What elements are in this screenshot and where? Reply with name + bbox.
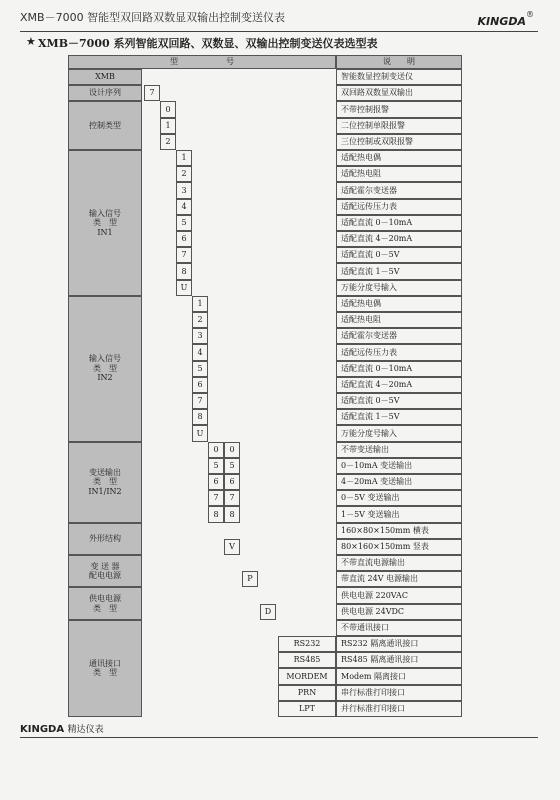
header-desc: 说 明 [336, 55, 462, 69]
code-cell: V [224, 539, 240, 555]
row-desc: 不带通讯接口 [336, 620, 462, 636]
row-label: XMB [68, 69, 142, 85]
row-label: 变 送 器 配电电源 [68, 555, 142, 587]
row-desc: 供电电源 220VAC [336, 587, 462, 603]
code-cell: U [176, 280, 192, 296]
row-label: 变送输出 类 型 IN1/IN2 [68, 442, 142, 523]
code-cell: 1 [176, 150, 192, 166]
code-cell: MORDEM [278, 668, 336, 684]
row-desc: 万能分度号输入 [336, 425, 462, 441]
row-desc: 串行标准打印接口 [336, 685, 462, 701]
row-desc: 不带直流电源输出 [336, 555, 462, 571]
brand-logo: KINGDA [477, 15, 526, 28]
row-desc: 0－5V 变送输出 [336, 490, 462, 506]
code-cell: 0 [224, 442, 240, 458]
row-label: 通讯接口 类 型 [68, 620, 142, 717]
row-desc: 适配直流 0－5V [336, 393, 462, 409]
header-rule [20, 31, 538, 32]
code-cell: 2 [160, 134, 176, 150]
row-desc: RS485 隔离通讯接口 [336, 652, 462, 668]
code-cell: 4 [176, 199, 192, 215]
code-cell: 2 [192, 312, 208, 328]
code-cell: 8 [176, 263, 192, 279]
row-desc: 不带变送输出 [336, 442, 462, 458]
row-desc: 适配远传压力表 [336, 344, 462, 360]
code-cell: 6 [176, 231, 192, 247]
table-title: XMB－7000 系列智能双回路、双数显、双输出控制变送仪表选型表 [38, 37, 378, 50]
row-desc: 1－5V 变送输出 [336, 506, 462, 522]
row-label: 外形结构 [68, 523, 142, 555]
code-cell: 7 [208, 490, 224, 506]
row-desc: 双回路双数显双输出 [336, 85, 462, 101]
header-title: XMB－7000 智能型双回路双数显双输出控制变送仪表 [20, 11, 286, 24]
row-desc: 适配热电阻 [336, 166, 462, 182]
code-cell: 4 [192, 344, 208, 360]
row-desc: 80×160×150mm 竖表 [336, 539, 462, 555]
code-cell: 8 [192, 409, 208, 425]
code-cell: 5 [192, 361, 208, 377]
row-label: 设计序列 [68, 85, 142, 101]
code-cell: 0 [160, 101, 176, 117]
code-cell: 5 [208, 458, 224, 474]
row-desc: 160×80×150mm 横表 [336, 523, 462, 539]
row-label: 输入信号 类 型 IN1 [68, 150, 142, 296]
code-cell: 7 [224, 490, 240, 506]
code-cell: 6 [224, 474, 240, 490]
row-desc: 4－20mA 变送输出 [336, 474, 462, 490]
code-cell: LPT [278, 701, 336, 717]
code-cell: 7 [192, 393, 208, 409]
code-cell: 3 [176, 182, 192, 198]
code-cell: 1 [160, 118, 176, 134]
code-cell: P [242, 571, 258, 587]
footer-brand: KINGDA 精达仪表 [20, 724, 104, 735]
row-desc: 带直流 24V 电源输出 [336, 571, 462, 587]
code-cell: 7 [176, 247, 192, 263]
code-cell: RS232 [278, 636, 336, 652]
code-cell: 7 [144, 85, 160, 101]
row-desc: Modem 隔离接口 [336, 668, 462, 684]
footer-rule [20, 737, 538, 738]
row-desc: 适配直流 1－5V [336, 409, 462, 425]
row-desc: RS232 隔离通讯接口 [336, 636, 462, 652]
code-cell: 5 [224, 458, 240, 474]
code-cell: D [260, 604, 276, 620]
row-desc: 适配霍尔变送器 [336, 182, 462, 198]
row-label: 输入信号 类 型 IN2 [68, 296, 142, 442]
code-cell: PRN [278, 685, 336, 701]
code-cell: 2 [176, 166, 192, 182]
code-cell: 6 [192, 377, 208, 393]
row-desc: 适配直流 0－10mA [336, 361, 462, 377]
row-desc: 适配直流 4－20mA [336, 231, 462, 247]
row-desc: 万能分度号输入 [336, 280, 462, 296]
code-cell: 0 [208, 442, 224, 458]
row-desc: 适配直流 0－10mA [336, 215, 462, 231]
code-cell: 5 [176, 215, 192, 231]
row-desc: 适配霍尔变送器 [336, 328, 462, 344]
star-icon: ★ [26, 35, 36, 48]
row-desc: 二位控制单限报警 [336, 118, 462, 134]
row-desc: 适配远传压力表 [336, 199, 462, 215]
row-desc: 供电电源 24VDC [336, 604, 462, 620]
registered-mark: ® [526, 10, 534, 19]
row-desc: 适配热电偶 [336, 150, 462, 166]
row-desc: 适配直流 4－20mA [336, 377, 462, 393]
code-cell: 8 [224, 506, 240, 522]
row-desc: 并行标准打印接口 [336, 701, 462, 717]
row-desc: 智能数显控制变送仪 [336, 69, 462, 85]
header-model: 型 号 [68, 55, 336, 69]
code-cell: RS485 [278, 652, 336, 668]
row-label: 控制类型 [68, 101, 142, 150]
row-desc: 适配热电偶 [336, 296, 462, 312]
row-desc: 适配直流 0－5V [336, 247, 462, 263]
row-desc: 三位控制或双限报警 [336, 134, 462, 150]
row-desc: 不带控制报警 [336, 101, 462, 117]
row-label: 供电电源 类 型 [68, 587, 142, 619]
code-cell: U [192, 425, 208, 441]
row-desc: 适配热电阻 [336, 312, 462, 328]
code-cell: 3 [192, 328, 208, 344]
code-cell: 8 [208, 506, 224, 522]
row-desc: 适配直流 1－5V [336, 263, 462, 279]
code-cell: 6 [208, 474, 224, 490]
code-cell: 1 [192, 296, 208, 312]
row-desc: 0－10mA 变送输出 [336, 458, 462, 474]
